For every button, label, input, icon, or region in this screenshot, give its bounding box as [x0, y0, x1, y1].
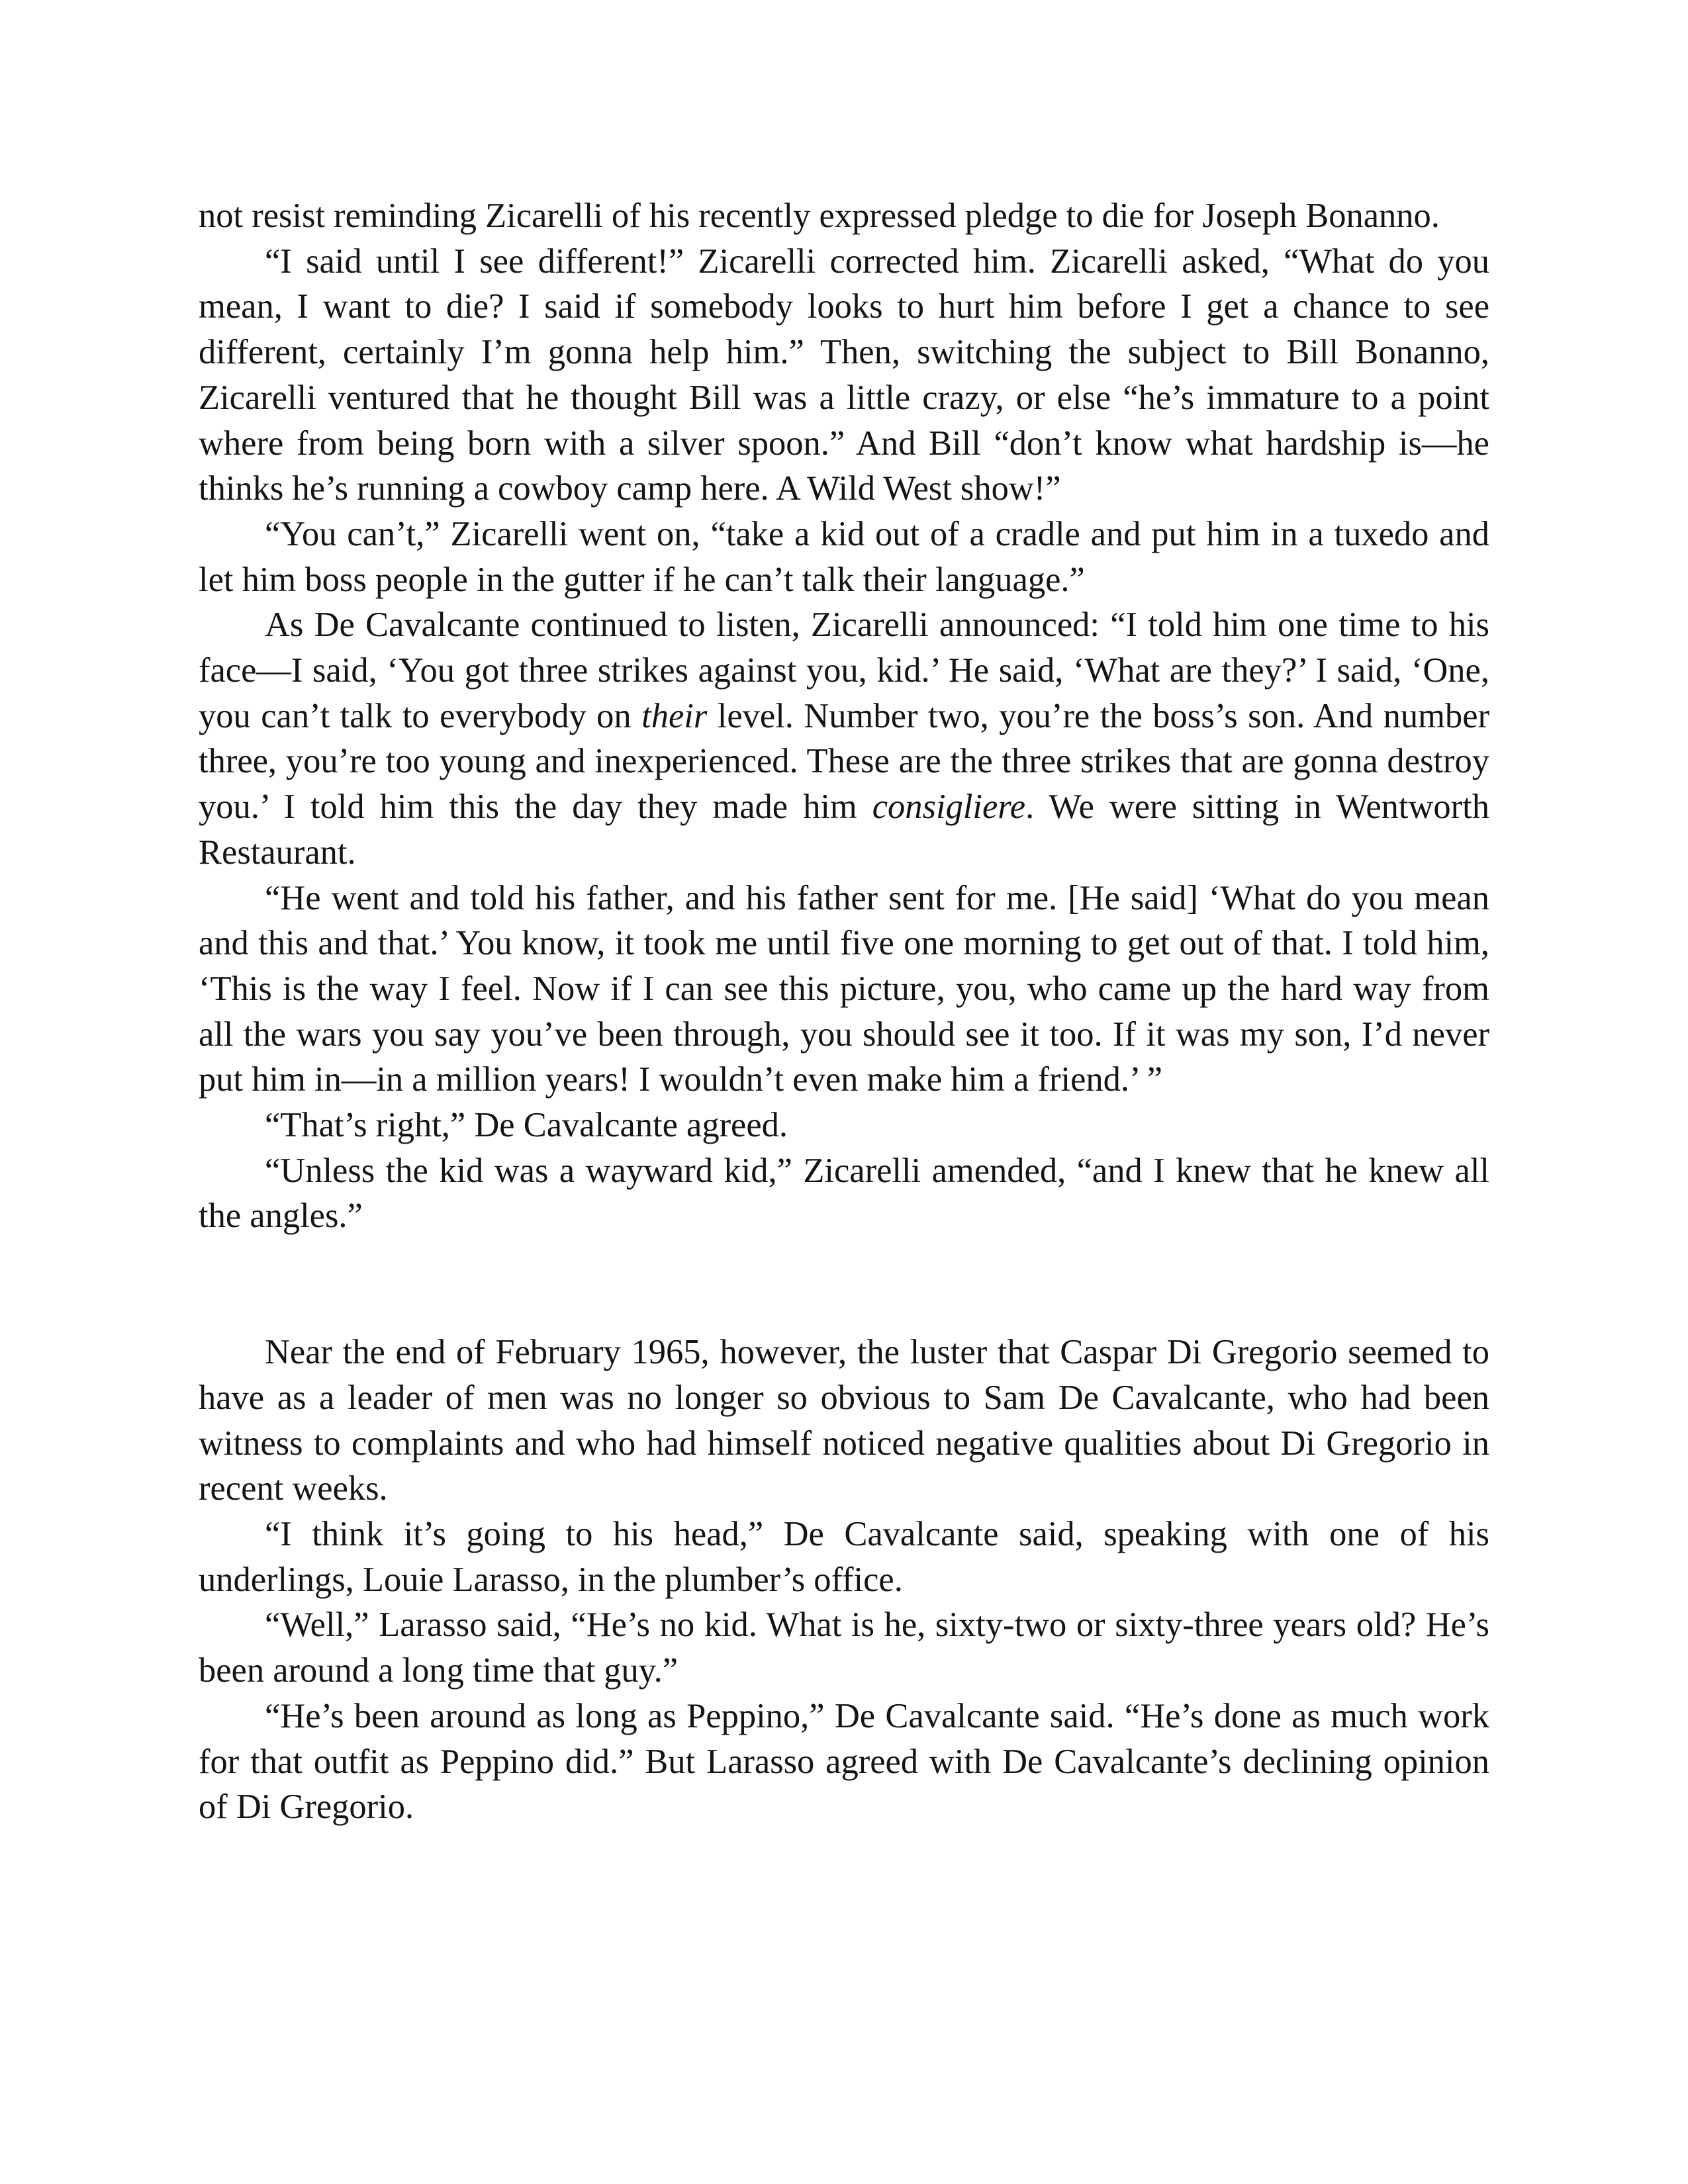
document-page — [199, 193, 1489, 1830]
paragraph — [199, 1694, 1489, 1830]
paragraph — [199, 876, 1489, 1103]
italic-text: their — [641, 696, 708, 735]
paragraph — [199, 1512, 1489, 1602]
paragraph-text: “Well,” Larasso said, “He’s no kid. What is he, sixty-two or sixty-three years old? He’s been around a long time that guy.” — [199, 1606, 1489, 1690]
section-two — [199, 1330, 1489, 1830]
paragraph — [199, 1330, 1489, 1512]
paragraph-text: . We were sitting in Wentworth Restaurant. — [199, 788, 1489, 872]
italic-text: consigliere — [872, 788, 1026, 827]
paragraph-text: Near the end of February 1965, however, the luster that Caspar Di Gregorio seemed to have as a leader of men was no longer so obvious to Sam De Cavalcante, who had been witness to complaints and who had himself noticed negative qualities about Di Gregorio in recent weeks. — [199, 1333, 1489, 1508]
paragraph — [199, 512, 1489, 602]
paragraph-text: “He went and told his father, and his father sent for me. [He said] ‘What do you mean and this and that.’ You know, it took me until five one morning to get out of that. I told him, ‘This is the way I feel. Now if I can see this picture, you, who came up the hard way from all the wars you say you’ve been through, you should see it too. If it was my son, I’d never put him in—in a million years! I wouldn’t even make him a friend.’ ” — [199, 878, 1489, 1099]
paragraph-text: “I said until I see different!” Zicarelli corrected him. Zicarelli asked, “What do you mean, I want to die? I said if somebody looks to hurt him before I get a chance to see different, certainly I’m gonna help him.” Then, switching the subject to Bill Bonanno, Zicarelli ventured that he thought Bill was a little crazy, or else “he’s immature to a point where from being born with a silver spoon.” And Bill “don’t know what hardship is—he thinks he’s running a cowboy camp here. A Wild West show!” — [199, 242, 1489, 508]
paragraph-text: “You can’t,” Zicarelli went on, “take a kid out of a cradle and put him in a tuxedo and let him boss people in the gutter if he can’t talk their language.” — [199, 514, 1489, 599]
section-break — [199, 1239, 1489, 1330]
paragraph-text: As De Cavalcante continued to listen, Zicarelli announced: “I told him one time to his face—I said, ‘You got three strikes against you, kid.’ He said, ‘What are they?’ I said, ‘One, you can’t talk to everybody on — [199, 606, 1489, 735]
paragraph — [199, 1103, 1489, 1148]
paragraph — [199, 239, 1489, 512]
paragraph-text: “He’s been around as long as Peppino,” De Cavalcante said. “He’s done as much work for that outfit as Peppino did.” But Larasso agreed with De Cavalcante’s declining opinion of Di Gregorio. — [199, 1696, 1489, 1827]
paragraph — [199, 1148, 1489, 1239]
paragraph-text: “Unless the kid was a wayward kid,” Zicarelli amended, “and I knew that he knew all the angles.” — [199, 1151, 1489, 1236]
paragraph — [199, 1602, 1489, 1693]
paragraph-text: not resist reminding Zicarelli of his recently expressed pledge to die for Joseph Bonanno. — [199, 197, 1440, 235]
paragraph-text: level. Number two, you’re the boss’s son. And number three, you’re too young and inexperienced. These are the three strikes that are gonna destroy you.’ I told him this the day they made him — [199, 696, 1490, 827]
paragraph — [199, 602, 1489, 875]
paragraph-text: “I think it’s going to his head,” De Cavalcante said, speaking with one of his underlings, Louie Larasso, in the plumber’s office. — [199, 1514, 1489, 1599]
paragraph-text: “That’s right,” De Cavalcante agreed. — [265, 1106, 788, 1145]
section-one — [199, 193, 1489, 1239]
paragraph — [199, 193, 1489, 239]
